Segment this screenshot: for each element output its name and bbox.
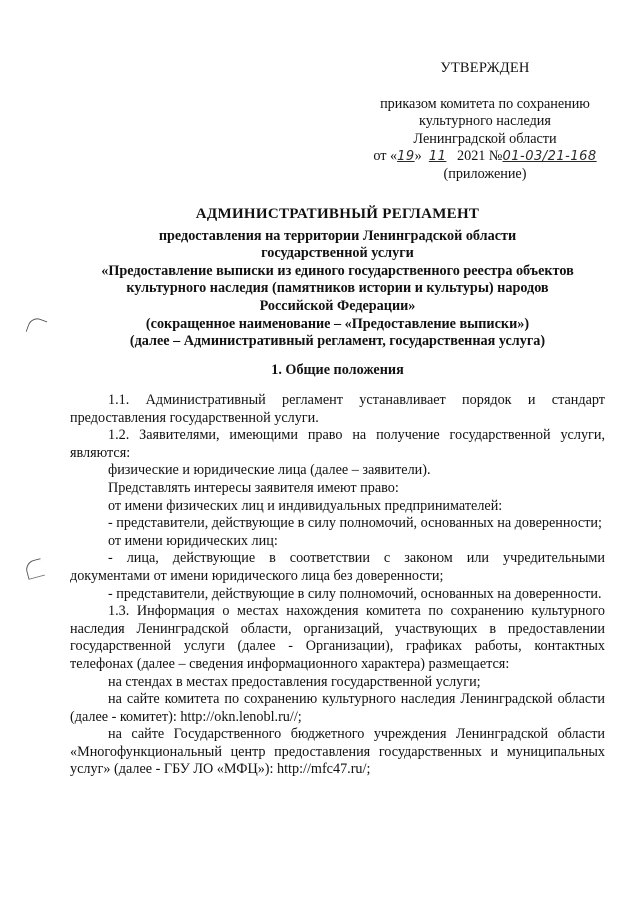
- approval-line-2: культурного наследия: [419, 113, 551, 130]
- date-day-handwritten: 19: [397, 149, 415, 165]
- paragraph: 1.1. Административный регламент устанавливает порядок и стандарт предоставления государственной услуги.: [70, 392, 605, 426]
- approval-stamp-block: [350, 60, 620, 184]
- paragraph: от имени физических лиц и индивидуальных предпринимателей:: [108, 497, 503, 514]
- scan-margin-mark: [24, 558, 45, 580]
- paragraph: - лица, действующие в соответствии с законом или учредительными документами от имени юридического лица без доверенности;: [70, 550, 605, 584]
- paragraph: Представлять интересы заявителя имеют право:: [108, 479, 399, 496]
- date-mid: »: [414, 148, 422, 165]
- date-prefix: от «: [373, 148, 398, 165]
- title-line: предоставления на территории Ленинградской области: [158, 227, 517, 244]
- paragraph: 1.2. Заявителями, имеющими право на получение государственной услуги, являются:: [70, 427, 605, 461]
- attachment-label: (приложение): [443, 165, 527, 182]
- approved-label: УТВЕРЖДЕН: [440, 60, 530, 76]
- title-line: государственной услуги: [261, 245, 414, 262]
- paragraph: - представители, действующие в силу полномочий, основанных на доверенности;: [108, 515, 602, 532]
- order-number-handwritten: 01-03/21-168: [502, 149, 597, 165]
- paragraph: на сайте комитета по сохранению культурного наследия Ленинградской области (далее - комитет): http://okn.lenobl.ru//;: [70, 691, 605, 725]
- date-month-handwritten: 11: [428, 149, 447, 165]
- paragraph: физические и юридические лица (далее – заявители).: [108, 462, 431, 479]
- order-date-line: [350, 148, 620, 166]
- approval-line-1: приказом комитета по сохранению: [380, 95, 590, 112]
- paragraph: от имени юридических лиц:: [108, 532, 278, 549]
- paragraph: на стендах в местах предоставления государственной услуги;: [108, 673, 481, 690]
- title-line: (сокращенное наименование – «Предоставление выписки»): [145, 315, 530, 332]
- date-year: 2021 №: [457, 148, 503, 165]
- section-heading: 1. Общие положения: [271, 362, 404, 378]
- regulation-main-title: АДМИНИСТРАТИВНЫЙ РЕГЛАМЕНТ: [195, 206, 480, 222]
- title-line: (далее – Административный регламент, государственная услуга): [129, 333, 546, 350]
- title-line: «Предоставление выписки из единого государственного реестра объектов: [101, 262, 574, 279]
- regulation-title-block: [70, 206, 605, 351]
- title-line: культурного наследия (памятников истории и культуры) народов: [126, 280, 549, 297]
- paragraph: 1.3. Информация о местах нахождения комитета по сохранению культурного наследия Ленинградской области, организаций, участвующих в предоставлении государственной услуги (далее - Организации), графиках работы, контактных телефонах (далее – сведения информационного характера) размещается:: [70, 603, 605, 672]
- paragraph: - представители, действующие в силу полномочий, основанных на доверенности.: [108, 585, 602, 602]
- scan-margin-mark: [26, 316, 48, 338]
- title-line: Российской Федерации»: [259, 297, 416, 314]
- paragraph: на сайте Государственного бюджетного учреждения Ленинградской области «Многофункциональный центр предоставления государственных и муниципальных услуг» (далее - ГБУ ЛО «МФЦ»): http://mfc47.ru/;: [70, 726, 605, 778]
- approval-line-3: Ленинградской области: [413, 130, 557, 147]
- section-body: [70, 392, 605, 779]
